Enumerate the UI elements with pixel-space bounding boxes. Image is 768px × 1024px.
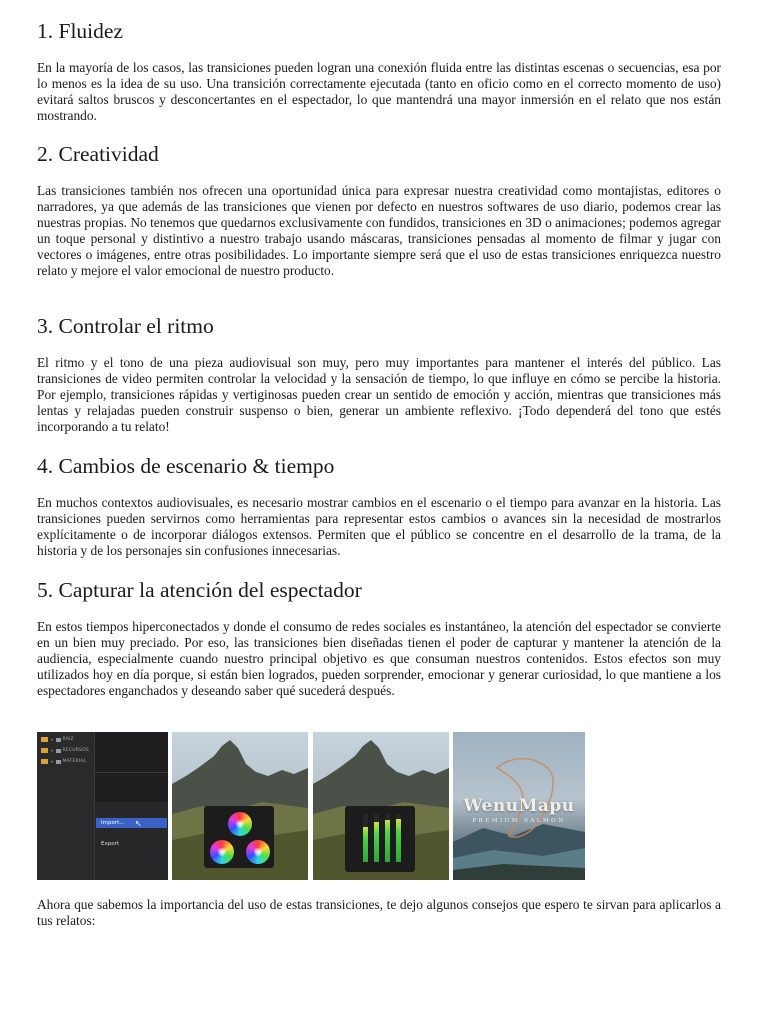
menu-item-import: Import...	[96, 818, 167, 828]
folder-icon	[41, 748, 48, 753]
folder-icon	[56, 749, 61, 753]
section-paragraph: En estos tiempos hiperconectados y donde el consumo de redes sociales es instantáneo, la atención del espectador se convierte en un bien muy preciado. Por eso, las transiciones bien diseñadas tienen el poder de capturar y mantener la atención de la audiencia, especialmente cuando nuestro principal objetivo es que consuman nuestros contenidos. Estos efectos son muy utilizados hoy en día porque, si están bien logrados, pueden sorprender, emocionar y generar curiosidad, lo que mantiene a los espectadores enganchados y deseando saber qué sucederá después.	[37, 619, 721, 699]
color-wheel-icon	[228, 812, 252, 836]
context-menu	[95, 802, 168, 880]
closing-paragraph: Ahora que sabemos la importancia del uso de estas transiciones, te dejo algunos consejos que espero te sirvan para aplicarlos a tus relatos:	[37, 897, 721, 929]
folder-label: RECURSOS	[62, 748, 89, 753]
color-wheel-icon	[210, 840, 234, 864]
folder-icon	[56, 760, 61, 764]
cursor-icon: ↖	[135, 819, 142, 828]
folder-row	[41, 735, 95, 744]
section-title: 2. Creatividad	[37, 142, 159, 166]
chevron-right-icon: ▸	[51, 758, 54, 765]
menu-item-export: Export	[101, 841, 120, 847]
section-paragraph: Las transiciones también nos ofrecen una oportunidad única para expresar nuestra creatividad como montajistas, editores o narradores, ya que además de las transiciones que vienen por defecto en nuestros softwares de uso diario, podemos crear las nuestras propias. No tenemos que quedarnos exclusivamente con fundidos, transiciones en 3D o animaciones; podemos agregar un toque personal y distintivo a nuestro trabajo usando máscaras, transiciones pensadas al momento de filmar y jugar con vectores o imágenes, entre otras posibilidades. Lo importante siempre será que el uso de estas transiciones enriquezca nuestro relato y mejore el valor emocional de nuestro producto.	[37, 183, 721, 279]
folder-row	[41, 746, 95, 755]
folder-icon	[41, 737, 48, 742]
folder-label: MATERIAL	[62, 759, 87, 764]
section-paragraph: En la mayoría de los casos, las transiciones pueden logran una conexión fluida entre las distintas escenas o secuencias, esa por lo menos es la idea de su uso. Una transición correctamente ejecutada (tanto en oficio como en el correcto momento de uso) evitará saltos bruscos y desconcertantes en el espectador, lo que mantendrá una mayor inmersión en el relato que nos están mostrando.	[37, 60, 721, 124]
audio-meter-panel	[345, 806, 415, 872]
audio-meter	[385, 814, 390, 862]
wenumapu-brand-image	[453, 732, 585, 880]
folder-label: RAIZ	[62, 737, 74, 742]
divider	[95, 772, 168, 773]
folder-row	[41, 757, 95, 766]
chevron-right-icon: ▸	[51, 747, 54, 754]
editor-import-screenshot	[37, 732, 168, 880]
landscape-color-wheels-photo	[172, 732, 308, 880]
section-title: 5. Capturar la atención del espectador	[37, 578, 362, 602]
brand-logo-text: WenuMapu	[463, 796, 575, 816]
color-wheels-panel	[204, 806, 274, 868]
audio-meter	[396, 814, 401, 862]
section-paragraph: En muchos contextos audiovisuales, es necesario mostrar cambios en el escenario o el tiempo para avanzar en la historia. Las transiciones pueden servirnos como herramientas para representar estos cambios o avances sin la necesidad de mostrarlos explícitamente o de incorporar diálogos extensos. Permiten que el público se concentre en el desarrollo de la trama, de la historia y de los personajes sin confusiones innecesarias.	[37, 495, 721, 559]
section-paragraph: El ritmo y el tono de una pieza audiovisual son muy, pero muy importantes para mantener el interés del público. Las transiciones de video permiten controlar la velocidad y la sensación de tiempo, lo que influye en cómo se percibe la historia. Por ejemplo, transiciones rápidas y vertiginosas pueden crear un sentido de emoción y acción, mientras que transiciones más lentas y relajadas pueden construir suspenso o bien, generar un ambiente reflexivo. ¡Todo dependerá del tono que estés incorporando a tu relato!	[37, 355, 721, 435]
audio-meter	[374, 814, 379, 862]
color-wheel-icon	[246, 840, 270, 864]
project-panel	[37, 732, 95, 880]
audio-meter	[363, 814, 368, 862]
section-title: 3. Controlar el ritmo	[37, 314, 214, 338]
folder-icon	[56, 738, 61, 742]
brand-tagline: PREMIUM SALMON	[472, 818, 566, 824]
section-title: 4. Cambios de escenario & tiempo	[37, 454, 335, 478]
chevron-right-icon: ▸	[51, 736, 54, 743]
landscape-audio-meters-photo	[313, 732, 449, 880]
section-title: 1. Fluidez	[37, 19, 123, 43]
folder-icon	[41, 759, 48, 764]
